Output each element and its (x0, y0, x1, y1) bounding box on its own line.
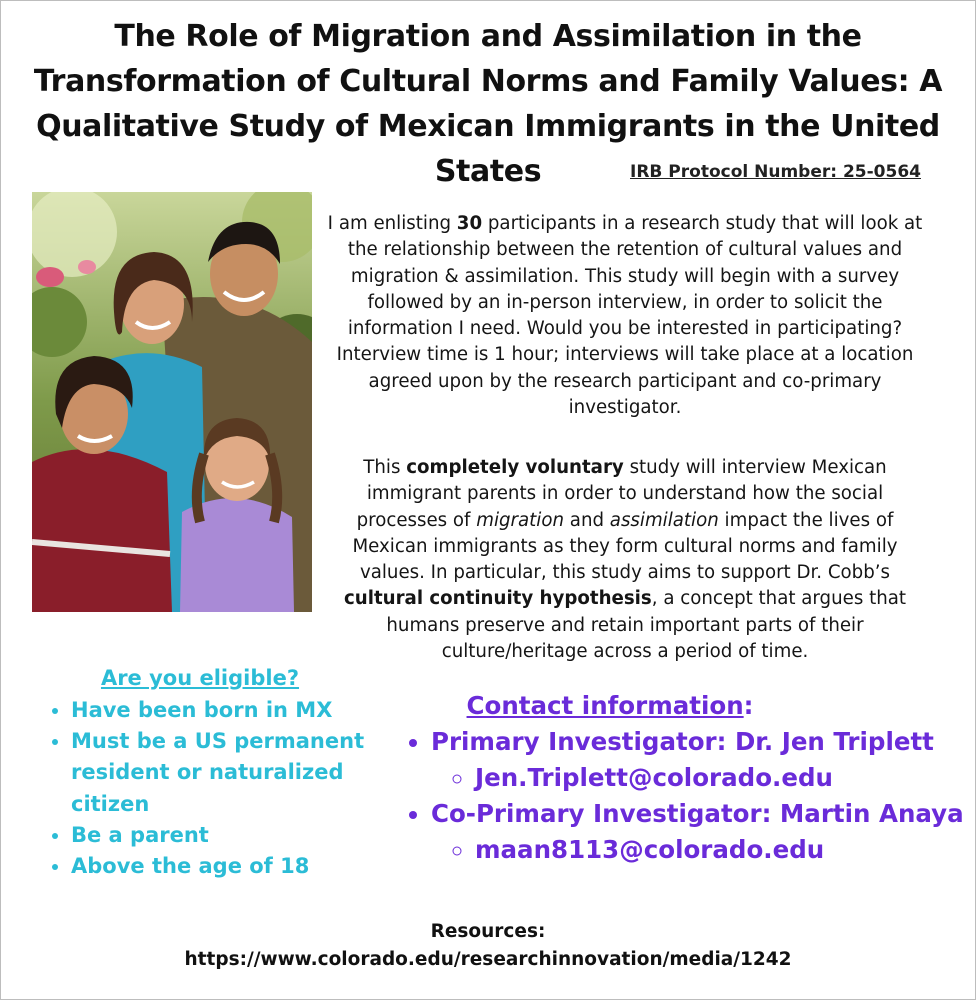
study-details-paragraph (325, 455, 925, 665)
eligibility-heading: Are you eligible? (100, 666, 300, 690)
co-primary-investigator-item (431, 796, 964, 868)
eligibility-list (30, 695, 370, 882)
intro-text-rest: participants in a research study that will look at the relationship between the retention of cultural values and migration & assimilation. This study will begin with a survey followed by an in-person interview, in order to solicit the information I need. Would you be interested in participating? Interview time is 1 hour; interviews will take place at a location agreed upon by the research participant and co-primary investigator. (336, 213, 923, 419)
resources-url[interactable]: https://www.colorado.edu/researchinnovation/media/1242 (184, 949, 792, 970)
primary-investigator-item (431, 724, 960, 796)
co-primary-investigator-label: Co-Primary Investigator: Martin Anaya (431, 799, 964, 828)
details-text-2: study will interview Mexican immigrant parents in order to understand how the social processes of (356, 457, 887, 531)
contact-heading-text: Contact information (466, 691, 744, 720)
resources-label: Resources: (430, 921, 546, 942)
co-primary-investigator-sublist (431, 832, 960, 868)
migration-emphasis: migration (476, 509, 565, 531)
details-text-1: This (363, 457, 407, 478)
intro-paragraph (325, 211, 925, 421)
primary-investigator-sublist (431, 760, 960, 796)
details-text-5: , a concept that argues that humans preserve and retain important parts of their culture/heritage across a period of time. (386, 588, 907, 663)
contact-list (400, 724, 964, 868)
family-photo (32, 192, 312, 612)
intro-text-start: I am enlisting (327, 213, 457, 234)
assimilation-emphasis: assimilation (609, 509, 719, 531)
hypothesis-emphasis: cultural continuity hypothesis (343, 588, 652, 610)
contact-heading-colon: : (743, 691, 754, 720)
eligibility-item: • Have been born in MX (71, 695, 370, 726)
participant-count: 30 (456, 213, 483, 234)
details-text-3: and (564, 509, 610, 531)
contact-section (400, 687, 964, 868)
family-photo-illustration (32, 192, 312, 612)
primary-investigator-email[interactable]: ◦ Jen.Triplett@colorado.edu (475, 760, 960, 796)
co-primary-investigator-email[interactable]: ◦ maan8113@colorado.edu (475, 832, 960, 868)
eligibility-item: • Above the age of 18 (71, 851, 370, 882)
eligibility-item: • Be a parent (71, 820, 370, 851)
irb-protocol-number: IRB Protocol Number: 25-0564 (630, 162, 921, 182)
page-title: The Role of Migration and Assimilation in the Transformation of Cultural Norms and Family Values: A Qualitative Study of Mexican Immigrants in the United States (33, 19, 943, 189)
resources-section (0, 918, 976, 974)
eligibility-section (30, 663, 370, 882)
contact-heading (400, 687, 960, 725)
voluntary-emphasis: completely voluntary (406, 457, 624, 478)
details-text-4: impact the lives of Mexican immigrants as they form cultural norms and family values. In particular, this study aims to support Dr. Cobb’s (352, 509, 898, 584)
primary-investigator-label: Primary Investigator: Dr. Jen Triplett (431, 727, 934, 756)
eligibility-item: • Must be a US permanent resident or naturalized citizen (71, 726, 370, 820)
